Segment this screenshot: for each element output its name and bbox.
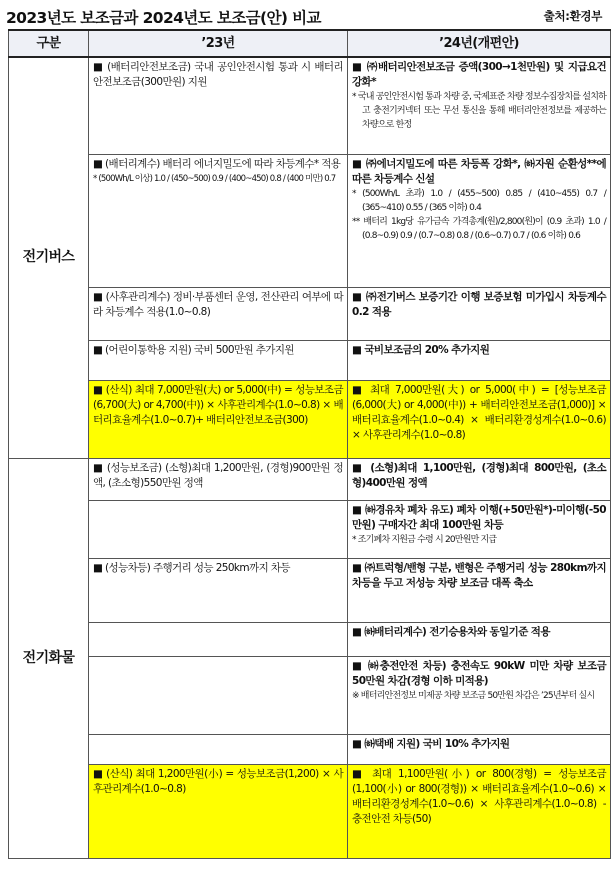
truck-delivery-2024: ■ ㈛택배 지원) 국비 10% 추가지원 <box>348 734 611 764</box>
bus-battery-safety-2024-note: * 국내 공인안전시험 통과 차량 중, 국제표준 차량 정보수집장치를 설치하고 충전기커넥터 또는 무선 통신을 통해 배터리안전정보를 제공하는 차량으로 한정 <box>352 92 606 130</box>
table-row <box>9 734 611 764</box>
truck-range-2024: ■ ㈜트럭형/밴형 구분, 밴형은 주행거리 성능 280km까지 차등을 두고 저성능 차량 보조금 대폭 축소 <box>348 558 611 622</box>
table-row <box>9 340 611 380</box>
bus-battery-coef-2023-note: * (500Wh/L 이상) 1.0 / (450~500) 0.9 / (400~450) 0.8 / (400 미만) 0.7 <box>93 173 336 184</box>
bus-battery-coef-2024-note2: ** 배터리 1kg당 유가금속 가격총계(원)/2,800(원)이 (0.9 초과) 1.0 / (0.8~0.9) 0.9 / (0.7~0.8) 0.8 / (0.6~0.7) 0.7 / (0.6 이하) 0.6 <box>352 216 606 241</box>
header-category: 구분 <box>9 30 89 57</box>
bus-battery-safety-2024-text: ■ ㈜배터리안전보조금 증액(300→1천만원) 및 지급요건 강화* <box>352 61 606 88</box>
truck-scrap-2024 <box>348 500 611 558</box>
truck-charge-2023 <box>89 656 348 734</box>
category-bus: 전기버스 <box>9 57 89 458</box>
truck-charge-2024 <box>348 656 611 734</box>
bus-battery-coef-2023-text: ■ (배터리계수) 배터리 에너지밀도에 따라 차등계수* 적용 <box>93 157 341 170</box>
truck-formula-2023: ■ (산식) 최대 1,200만원(小) = 성능보조금(1,200) × 사후관리계수(1.0~0.8) <box>89 764 348 858</box>
truck-battery-2023 <box>89 622 348 656</box>
comparison-table <box>8 29 611 859</box>
table-row <box>9 380 611 458</box>
source-label: 출처:환경부 <box>543 9 602 23</box>
bus-school-2023: ■ (어린이통학용 지원) 국비 500만원 추가지원 <box>89 340 348 380</box>
table-row <box>9 558 611 622</box>
truck-scrap-2023 <box>89 500 348 558</box>
table-row <box>9 458 611 500</box>
bus-battery-coef-2024-text: ■ ㈜에너지밀도에 따른 차등폭 강화*, ㈛자원 순환성**에 따른 차등계수 신설 <box>352 157 606 185</box>
table-row <box>9 656 611 734</box>
truck-charge-2024-note: ※ 배터리안전정보 미제공 차량 보조금 50만원 차감은 ’25년부터 실시 <box>352 690 595 701</box>
header-2023: ’23년 <box>89 30 348 57</box>
header-2024: ’24년(개편안) <box>348 30 611 57</box>
table-row <box>9 57 611 154</box>
bus-formula-2024: ■ 최대 7,000만원(大) or 5,000(中) = [성능보조금(6,000(大) or 4,000(中)) + 배터리안전보조금(1,000)] × 배터리효율계수(1.0~0.4) × 배터리환경성계수(1.0~0.6) × 사후관리계수(1.0~0.8) <box>348 380 611 458</box>
table-row <box>9 500 611 558</box>
bus-formula-2023: ■ (산식) 최대 7,000만원(大) or 5,000(中) = 성능보조금(6,700(大) or 4,700(中)) × 사후관리계수(1.0~0.8) × 배터리효율계수(1.0~0.7)+ 배터리안전보조금(300) <box>89 380 348 458</box>
truck-delivery-2023 <box>89 734 348 764</box>
bus-battery-safety-2023: ■ (배터리안전보조금) 국내 공인안전시험 통과 시 배터리안전보조금(300만원) 지원 <box>89 57 348 154</box>
page-title: 2023년도 보조금과 2024년도 보조금(안) 비교 <box>6 9 321 27</box>
table-row <box>9 154 611 287</box>
truck-charge-2024-text: ■ ㈛충전안전 차등) 충전속도 90kW 미만 차량 보조금 50만원 차감(경형 이하 미적용) <box>352 659 606 687</box>
truck-battery-2024: ■ ㈛배터리계수) 전기승용차와 동일기준 적용 <box>348 622 611 656</box>
table-header-row <box>9 30 611 57</box>
truck-scrap-2024-note: * 조기폐차 지원금 수령 시 20만원만 지급 <box>352 534 497 545</box>
bus-aftercare-2024: ■ ㈜전기버스 보증기간 이행 보증보험 미가입시 차등계수 0.2 적용 <box>348 287 611 340</box>
bus-battery-coef-2023 <box>89 154 348 287</box>
truck-range-2023: ■ (성능차등) 주행거리 성능 250km까지 차등 <box>89 558 348 622</box>
table-row <box>9 287 611 340</box>
truck-performance-2023: ■ (성능보조금) (소형)최대 1,200만원, (경형)900만원 정액, (초소형)550만원 정액 <box>89 458 348 500</box>
bus-aftercare-2023: ■ (사후관리계수) 정비·부품센터 운영, 전산관리 여부에 따라 차등계수 적용(1.0~0.8) <box>89 287 348 340</box>
truck-scrap-2024-text: ■ ㈛경유차 폐차 유도) 폐차 이행(+50만원*)-미이행(-50만원) 구매자간 최대 100만원 차등 <box>352 503 606 531</box>
table-row <box>9 622 611 656</box>
truck-formula-2024: ■ 최대 1,100만원(小) or 800(경형) = 성능보조금(1,100(小) or 800(경형)) × 배터리효율계수(1.0~0.6) × 배터리환경성계수(1.0~0.6) × 사후관리계수(1.0~0.8) - 충전안전 차등(50) <box>348 764 611 858</box>
category-truck: 전기화물 <box>9 458 89 858</box>
bus-school-2024: ■ 국비보조금의 20% 추가지원 <box>348 340 611 380</box>
bus-battery-coef-2024-note1: * (500Wh/L 초과) 1.0 / (455~500) 0.85 / (410~455) 0.7 / (365~410) 0.55 / (365 이하) 0.4 <box>352 188 606 213</box>
bus-battery-coef-2024 <box>348 154 611 287</box>
truck-performance-2024: ■ (소형)최대 1,100만원, (경형)최대 800만원, (초소형)400만원 정액 <box>348 458 611 500</box>
bus-battery-safety-2024 <box>348 57 611 154</box>
table-row <box>9 764 611 858</box>
